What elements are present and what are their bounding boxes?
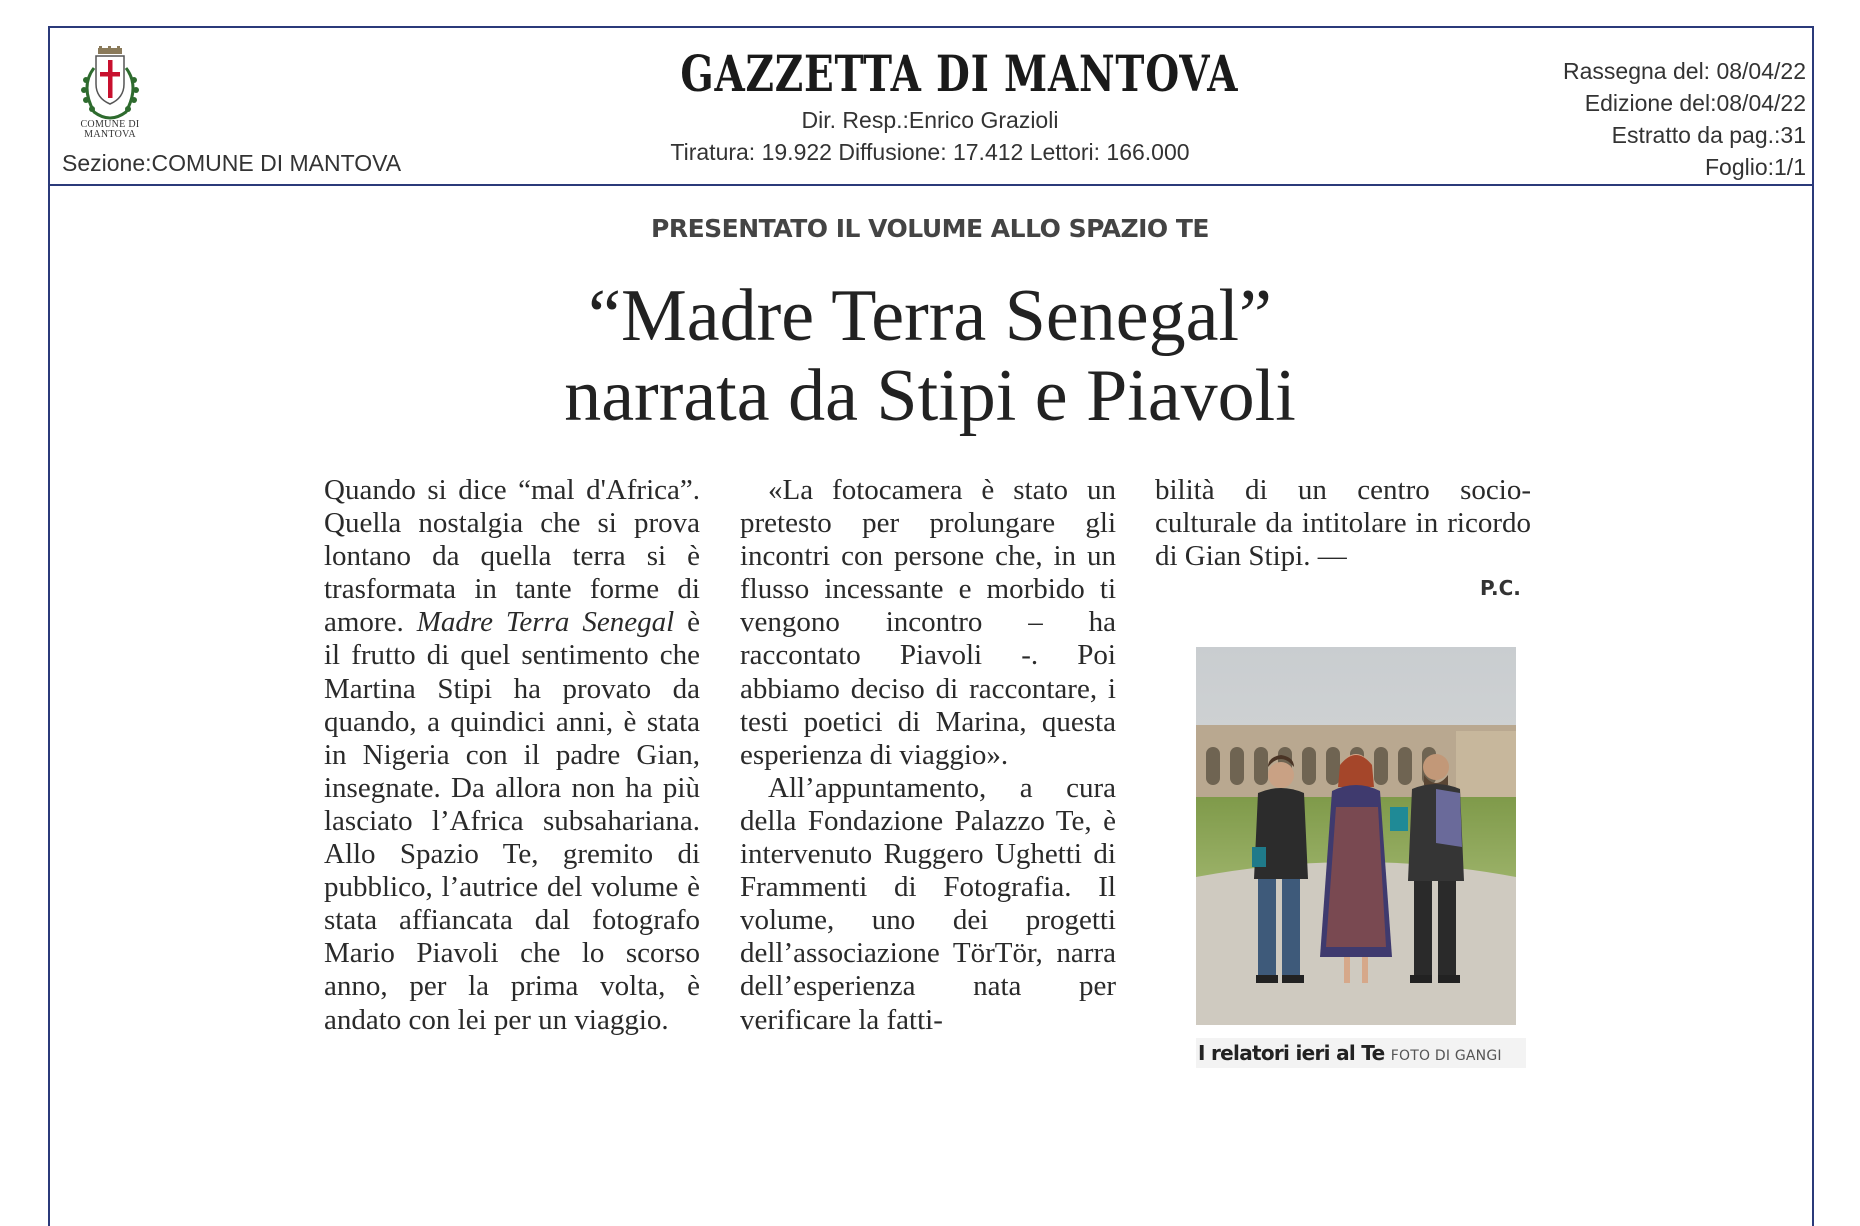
paragraph: bilità di un centro socio-culturale da intitolare in ricordo di Gian Stipi. —	[1155, 474, 1531, 573]
circulation-line: Tiratura: 19.922 Diffusione: 17.412 Lettori: 166.000	[670, 139, 1190, 165]
newspaper-title: GAZZETTA DI MANTOVA	[680, 44, 1239, 103]
paragraph: Quando si dice “mal d'Africa”. Quella nostalgia che si prova lontano da quella terra si è trasformata in tante forme di amore. Madre Terra Senegal è il frutto di quel sentimento che Martina Stipi ha provato da quando, a quindici anni, è stata in Nigeria con il padre Gian, insegnate. Da allora non ha più lasciato l’Africa subsahariana. Allo Spazio Te, gremito di pubblico, l’autrice del volume è stata affiancata dal fotografo Mario Piavoli che lo scorso anno, per la prima volta, è andato con lei per un viaggio.	[324, 474, 701, 1036]
book-title: Madre Terra Senegal	[416, 606, 675, 639]
headline-line-1: “Madre Terra Senegal”	[588, 275, 1272, 357]
photo-caption	[1196, 1038, 1526, 1068]
photo-caption-text: I relatori ieri al Te	[1198, 1041, 1385, 1065]
masthead	[610, 44, 1250, 168]
edition-meta	[1406, 55, 1806, 183]
article-column-2	[740, 474, 1116, 1037]
rassegna-date: Rassegna del: 08/04/22	[1563, 58, 1806, 84]
estratto-page: Estratto da pag.:31	[1611, 122, 1806, 148]
author-signature: P.C.	[1480, 576, 1521, 600]
headline-line-2: narrata da Stipi e Piavoli	[564, 355, 1296, 437]
logo-caption: COMUNE DI MANTOVA	[80, 119, 140, 140]
header-divider	[48, 184, 1814, 186]
paragraph: All’appuntamento, a cura della Fondazione Palazzo Te, è intervenuto Ruggero Ughetti di Frammenti di Fotografia. Il volume, uno dei progetti dell’associazione TörTör, narra dell’esperienza nata per verificare la fatti-	[740, 771, 1116, 1036]
article-photo	[1196, 647, 1516, 1025]
article-column-1	[324, 474, 700, 1037]
edizione-date: Edizione del:08/04/22	[1584, 90, 1806, 116]
photo-credit: FOTO DI GANGI	[1390, 1048, 1502, 1064]
section-label: Sezione:COMUNE DI MANTOVA	[62, 150, 402, 176]
foglio: Foglio:1/1	[1704, 154, 1806, 180]
article-column-3	[1155, 474, 1531, 573]
article-headline	[0, 276, 1860, 436]
paragraph: «La fotocamera è stato un pretesto per prolungare gli incontri con persone che, in un flusso incessante e morbido ti vengono incontro – ha raccontato Piavoli -. Poi abbiamo deciso di raccontare, i testi poetici di Marina, questa esperienza di viaggio».	[740, 474, 1116, 771]
article-kicker: PRESENTATO IL VOLUME ALLO SPAZIO TE	[651, 214, 1209, 243]
director-line: Dir. Resp.:Enrico Grazioli	[801, 107, 1059, 133]
